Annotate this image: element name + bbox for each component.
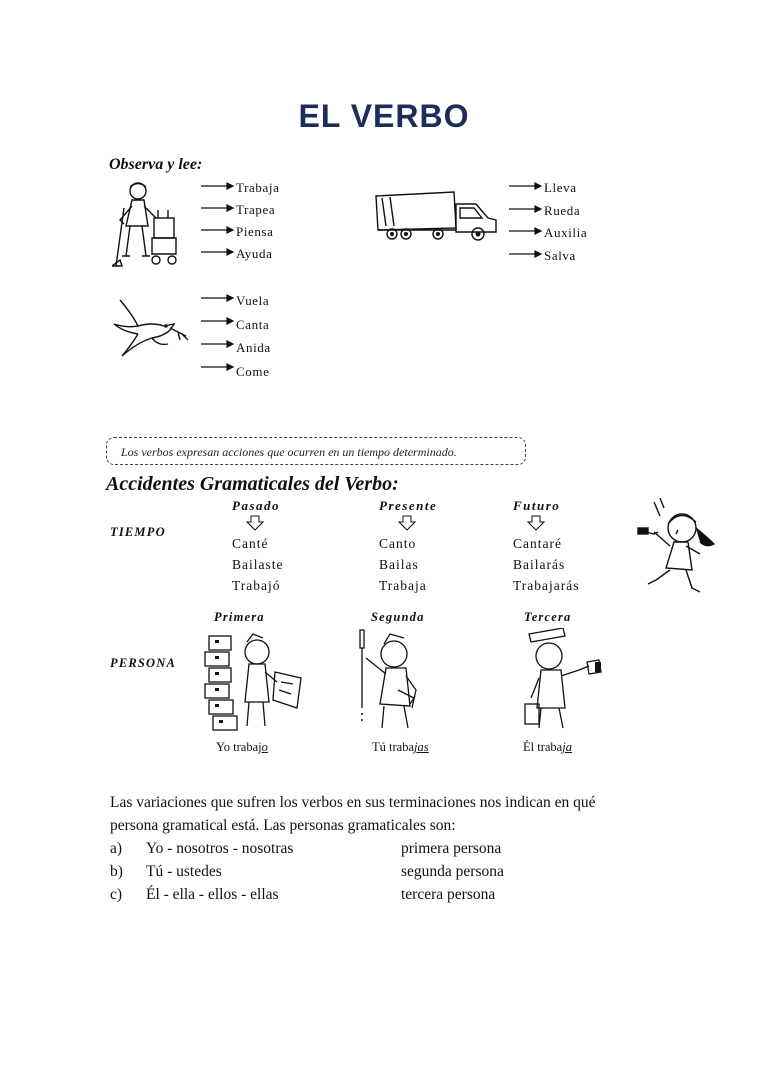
truck-verb-list bbox=[544, 177, 587, 267]
paragraph-line-2: persona gramatical está. Las personas gramaticales son: bbox=[110, 817, 456, 834]
down-arrow-icon bbox=[398, 515, 416, 531]
conjugation: Trabajarás bbox=[513, 578, 580, 593]
conjugation: Cantaré bbox=[513, 536, 562, 551]
presente-list bbox=[379, 533, 427, 596]
list-letter: a) bbox=[110, 840, 123, 857]
janitor-verb-list bbox=[236, 177, 279, 265]
conjugation: Bailaste bbox=[232, 557, 284, 572]
verb-item: Rueda bbox=[544, 202, 581, 218]
verb-item: Trapea bbox=[236, 202, 276, 217]
list-letter: b) bbox=[110, 863, 123, 880]
truck-arrows bbox=[509, 181, 543, 265]
dove-illustration bbox=[108, 298, 190, 360]
truck-illustration bbox=[374, 190, 500, 244]
list-letter: c) bbox=[110, 886, 123, 903]
list-pronouns: Yo - nosotros - nosotras bbox=[146, 840, 294, 857]
caption-tercera-ending: ja bbox=[562, 740, 572, 754]
dove-verb-list bbox=[236, 289, 271, 383]
verb-item: Come bbox=[236, 363, 270, 379]
persona-label: PERSONA bbox=[110, 656, 177, 670]
list-pronouns: Tú - ustedes bbox=[146, 863, 222, 880]
verb-item: Salva bbox=[544, 247, 576, 263]
caption-tercera-text: Él traba bbox=[523, 740, 563, 754]
primera-head: Primera bbox=[214, 610, 265, 624]
pasado-list bbox=[232, 533, 284, 596]
verb-item: Piensa bbox=[236, 224, 274, 239]
pasado-head: Pasado bbox=[232, 498, 280, 513]
conjugation: Bailas bbox=[379, 557, 419, 572]
dove-arrows bbox=[201, 292, 235, 376]
conjugation: Trabajó bbox=[232, 578, 281, 593]
painter-illustration bbox=[519, 628, 611, 732]
conjugation: Trabaja bbox=[379, 578, 427, 593]
worker-boxes-illustration bbox=[203, 632, 307, 732]
caption-primera bbox=[216, 740, 268, 755]
caption-segunda bbox=[372, 740, 429, 755]
page-title: EL VERBO bbox=[298, 98, 470, 134]
list-person: primera persona bbox=[401, 840, 502, 857]
presente-head: Presente bbox=[379, 498, 438, 513]
paragraph-line-1: Las variaciones que sufren los verbos en sus terminaciones nos indican en qué bbox=[110, 794, 596, 811]
futuro-list bbox=[513, 533, 580, 596]
verb-item: Vuela bbox=[236, 293, 270, 308]
verb-item: Ayuda bbox=[236, 246, 273, 261]
list-pronouns: Él - ella - ellos - ellas bbox=[146, 886, 279, 903]
segunda-head: Segunda bbox=[371, 610, 425, 624]
verb-item: Lleva bbox=[544, 180, 577, 195]
conjugation: Canto bbox=[379, 536, 417, 551]
definition-note: Los verbos expresan acciones que ocurren en un tiempo determinado. bbox=[106, 437, 526, 465]
verb-item: Trabaja bbox=[236, 180, 280, 195]
down-arrow-icon bbox=[527, 515, 545, 531]
worker-tool-illustration bbox=[354, 628, 434, 732]
janitor-arrows bbox=[201, 179, 235, 263]
caption-primera-ending: o bbox=[261, 740, 268, 754]
accidentes-heading: Accidentes Gramaticales del Verbo: bbox=[106, 473, 399, 495]
caption-tercera bbox=[523, 740, 572, 755]
verb-item: Canta bbox=[236, 316, 270, 332]
caption-primera-text: Yo trabaj bbox=[216, 740, 262, 754]
singing-girl-illustration bbox=[630, 498, 726, 602]
caption-segunda-text: Tú traba bbox=[372, 740, 414, 754]
list-person: segunda persona bbox=[401, 863, 504, 880]
caption-segunda-ending: jas bbox=[414, 740, 429, 754]
conjugation: Canté bbox=[232, 536, 269, 551]
verb-item: Auxilia bbox=[544, 225, 588, 240]
observa-heading: Observa y lee: bbox=[109, 156, 203, 173]
conjugation: Bailarás bbox=[513, 557, 566, 572]
janitor-illustration bbox=[112, 178, 182, 270]
tercera-head: Tercera bbox=[524, 610, 572, 624]
verb-item: Anida bbox=[236, 340, 271, 355]
list-person: tercera persona bbox=[401, 886, 496, 903]
down-arrow-icon bbox=[246, 515, 264, 531]
futuro-head: Futuro bbox=[513, 498, 561, 513]
tiempo-label: TIEMPO bbox=[110, 525, 166, 539]
